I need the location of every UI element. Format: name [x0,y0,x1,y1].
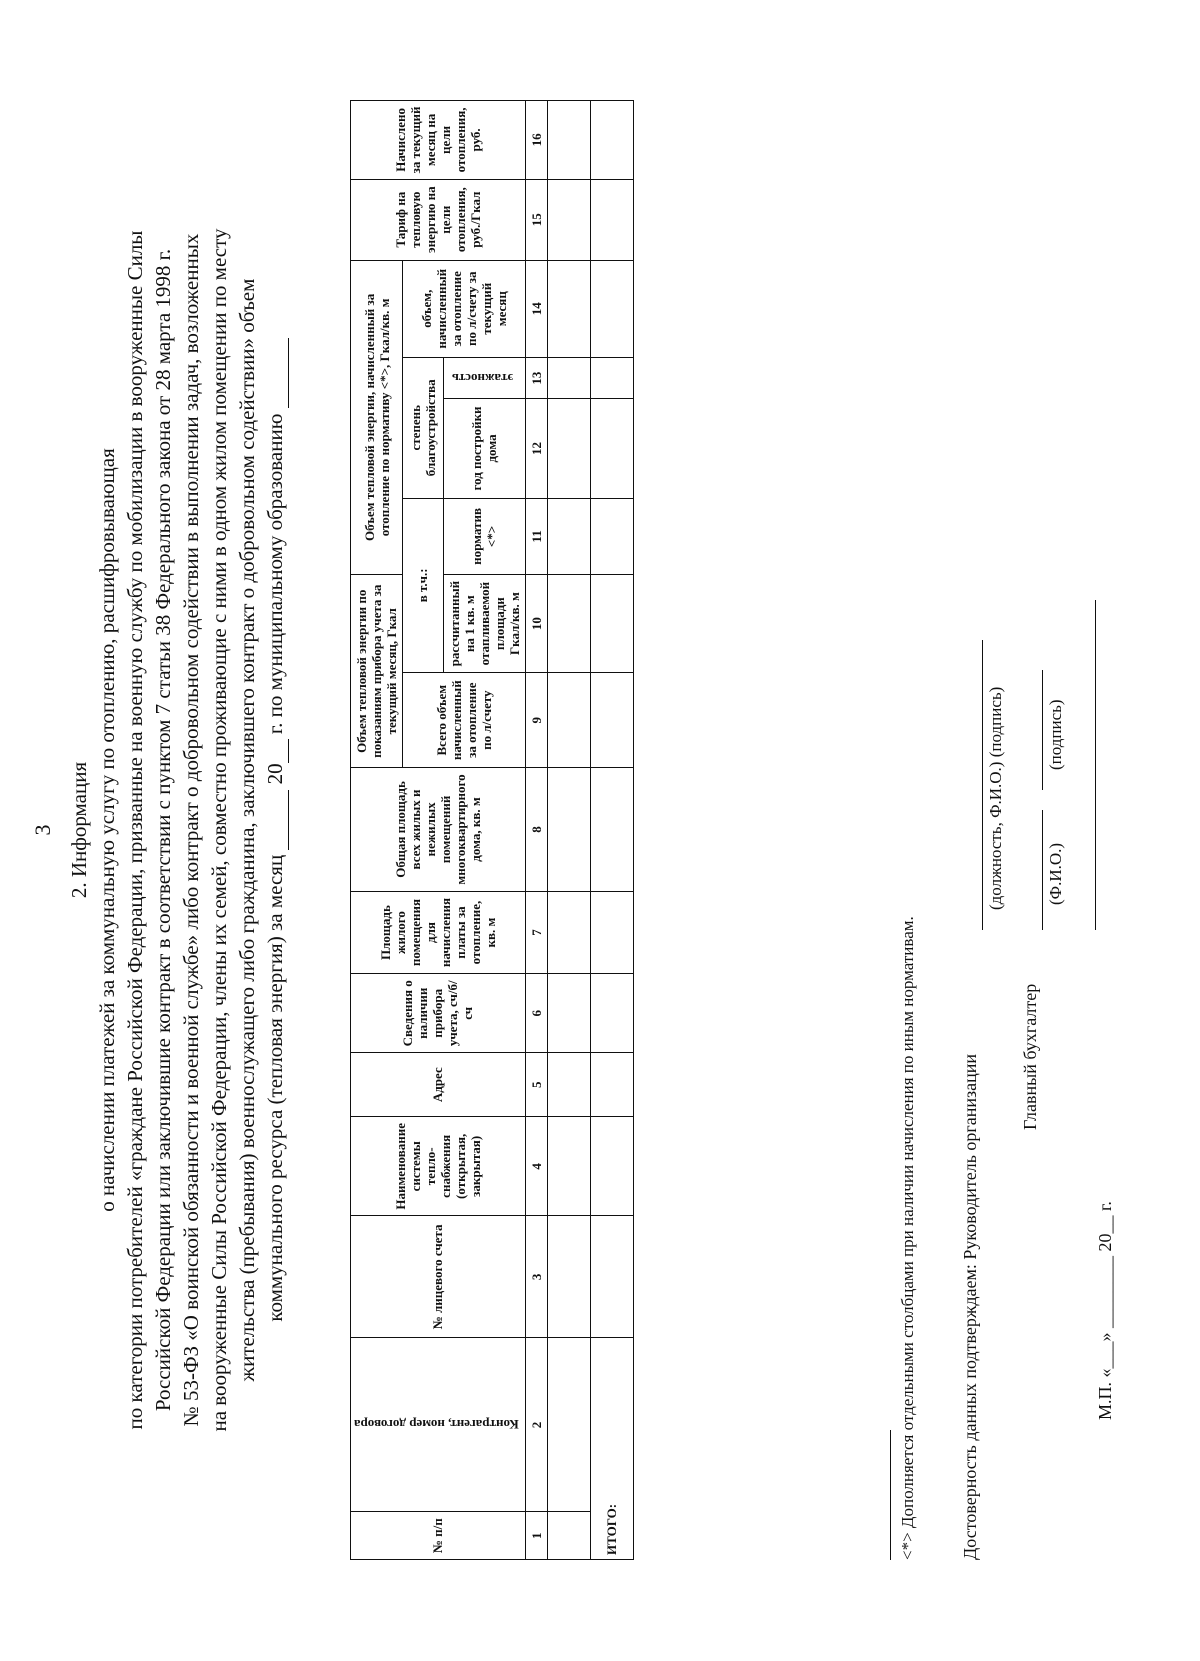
header-normative: норматив <*> [443,498,525,575]
footnote: <*> Дополняется отдельными столбцами при наличии начисления по иным нормативам. [898,916,917,1560]
heading-line: жительства (пребывания) военнослужащего либо гражданина, заключившего контракт о добровольном содействии» объем [235,278,259,1382]
document-heading [65,70,289,1590]
header-charged: Начислено за текущий месяц на цели отопления, руб. [351,101,526,180]
municipality-blank[interactable] [268,338,289,408]
header-living-area: Площадь жилого помещения для начисления платы за отопление, кв. м [351,891,526,974]
column-numbers-row: 1 2 3 4 5 6 7 8 9 10 11 12 13 14 15 16 [525,101,547,1560]
head-signature-line[interactable] [982,640,983,930]
header-heating-system: Наименование системы тепло-снабжения (открытая, закрытая) [351,1117,526,1216]
rotated-page [10,10,1190,1650]
header-build-year: год постройки дома [443,399,525,498]
heading-line-period: коммунального ресурса (тепловая энергия) за месяц 20 г. по муниципальному образованию [261,70,289,1590]
head-signature-caption: (должность, Ф.И.О.) (подпись) [986,686,1005,910]
header-metered-group: Объем тепловой энергии по показаниям прибора учета за текущий месяц, Гкал [351,575,403,768]
heading-line: № 53-ФЗ «О воинской обязанности и военной службе» либо контракт о добровольном содействии в выполнении задач, возложенных [179,233,203,1427]
header-per-sqm: рассчитанный на 1 кв. м отапливаемой площади Гкал/кв. м [443,575,525,673]
header-contractor: Контрагент, номер договора [351,1338,526,1512]
heading-title: 2. Информация [67,761,91,899]
header-tariff: Тариф на тепловую энергию на цели отопления, руб./Гкал [351,179,526,260]
page-number: 3 [30,824,55,836]
chief-sign-line[interactable] [1042,670,1043,790]
chief-fio-line[interactable] [1042,810,1043,930]
chief-fio-caption: (Ф.И.О.) [1046,842,1065,905]
header-normative-group: Объем тепловой энергии, начисленный за отопление по нормативу <*>, Гкал/кв. м [351,260,403,575]
footnote-rule [890,1430,891,1560]
month-blank[interactable] [268,790,289,850]
header-num: № п/п [351,1512,526,1560]
table-row [547,101,590,1560]
extra-signature-line[interactable] [1095,600,1096,930]
header-incl: в т.ч.: [403,498,444,672]
header-account: № лицевого счета [351,1216,526,1338]
heading-line: Российской Федерации или заключившие контракт в соответствии с пунктом 7 статьи 38 Федерального закона от 28 марта 1998 г. [151,248,175,1412]
header-comfort-level: степень благоустройства [403,357,444,498]
stamp-date-line: М.П. «___» ________ 20__ г. [1095,1201,1115,1420]
heading-line: по категории потребителей «граждане Российской Федерации, призванные на военную службу по мобилизации в вооруженные Силы [123,230,147,1430]
heading-line: на вооруженные Силы Российской Федерации, члены их семей, совместно проживающие с ними в одном жилом помещении по месту [207,228,231,1432]
header-address: Адрес [351,1053,526,1117]
year-blank[interactable] [268,739,289,763]
header-total-area: Общая площадь всех жилых и нежилых помещений многоквартирного дома, кв. м [351,768,526,891]
chief-accountant-label: Главный бухгалтер [1020,983,1040,1130]
header-meter-info: Сведения о наличии прибора учета, сч/б/сч [351,974,526,1053]
heat-charges-table [350,100,634,1560]
header-floors: этажность [443,357,525,398]
heading-line: о начислении платежей за коммунальную услугу по отоплению, расшифровывающая [95,448,119,1212]
total-row [590,101,633,1560]
total-label: ИТОГО: [590,1338,633,1560]
chief-sign-caption: (подпись) [1046,699,1065,770]
header-total-volume: Всего объем начисленный за отопление по л/счету [403,673,526,768]
confirm-text: Достоверность данных подтверждаем: Руководитель организации [960,1053,980,1560]
header-volume-month: объем, начисленный за отопление по л/счету за текущий месяц [403,260,526,357]
